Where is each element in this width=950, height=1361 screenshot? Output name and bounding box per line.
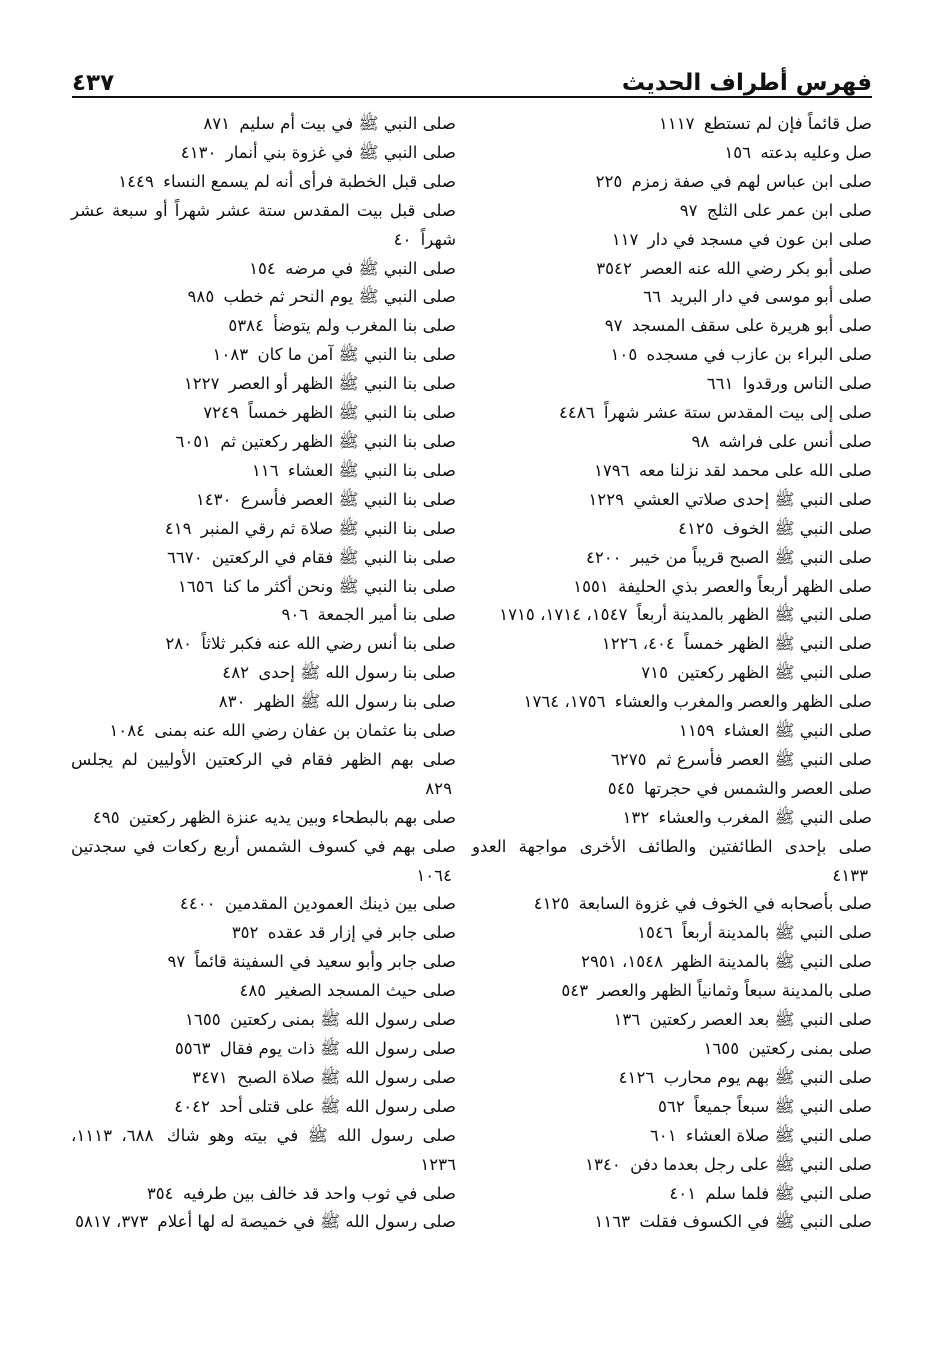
index-entry bbox=[71, 833, 456, 891]
index-entry bbox=[71, 601, 456, 630]
entry-hadith-number: ٤٠٤، ١٢٢٦ bbox=[601, 634, 675, 654]
index-entry bbox=[472, 659, 872, 688]
entry-hadith-number: ٦٠٥١ bbox=[175, 431, 212, 451]
entry-text: صلى بنا رسول الله ﷺ الظهر bbox=[254, 692, 456, 712]
entry-text: صلى إلى بيت المقدس ستة عشر شهراً bbox=[603, 403, 872, 423]
index-entry bbox=[71, 659, 456, 688]
entry-hadith-number: ١٣٦ bbox=[613, 1010, 641, 1030]
entry-text: صلى بنا أنس رضي الله عنه فكبر ثلاثاً bbox=[201, 634, 456, 654]
index-entry bbox=[472, 948, 872, 977]
entry-hadith-number: ١١٦٣ bbox=[594, 1212, 631, 1232]
entry-hadith-number: ٣٥٢ bbox=[231, 923, 259, 943]
entry-text: صلى الظهر أربعاً والعصر بذي الحليفة bbox=[618, 576, 872, 596]
entry-text: صلى النبي ﷺ على رجل بعدما دفن bbox=[630, 1154, 872, 1174]
index-entry bbox=[472, 630, 872, 659]
index-entry bbox=[472, 457, 872, 486]
index-entry bbox=[472, 833, 872, 891]
entry-text: صلى رسول الله ﷺ بمنى ركعتين bbox=[229, 1010, 456, 1030]
entry-text: صلى بأصحابه في الخوف في غزوة السابعة bbox=[578, 894, 872, 914]
entry-hadith-number: ٤٤٨٦ bbox=[558, 403, 595, 423]
entry-text: صلى ابن عمر على الثلج bbox=[706, 200, 872, 220]
entry-hadith-number: ٥٤٥ bbox=[607, 778, 635, 798]
entry-text: صلى بنا أمير الجمعة bbox=[317, 605, 456, 625]
entry-hadith-number: ٩٧ bbox=[167, 952, 186, 972]
index-entry bbox=[472, 717, 872, 746]
entry-text: صلى الناس ورقدوا bbox=[742, 374, 872, 394]
index-entry bbox=[71, 1064, 456, 1093]
entry-hadith-number: ١٣٢ bbox=[622, 807, 650, 827]
index-entry bbox=[472, 139, 872, 168]
entry-hadith-number: ٨٣٠ bbox=[218, 692, 246, 712]
index-entry bbox=[472, 1208, 872, 1237]
index-entry bbox=[472, 1064, 872, 1093]
index-entry bbox=[472, 688, 872, 717]
entry-hadith-number: ١٢٢٩ bbox=[588, 489, 625, 509]
page-header bbox=[72, 52, 872, 96]
entry-text: صلى بهم الظهر فقام في الركعتين الأوليين لم يجلس bbox=[71, 749, 456, 769]
entry-hadith-number: ٦٦ bbox=[643, 287, 661, 307]
entry-hadith-number: ٩٠٦ bbox=[281, 605, 309, 625]
entry-hadith-number: ١٤٤٩ bbox=[118, 171, 154, 191]
entry-text: صلى أنس على فراشه bbox=[718, 431, 872, 451]
entry-hadith-number: ١٥٤٧، ١٧١٤، ١٧١٥ bbox=[499, 605, 628, 625]
entry-text: صلى النبي ﷺ العصر فأسرع ثم bbox=[655, 749, 872, 769]
entry-text: صلى النبي ﷺ فلما سلم bbox=[705, 1183, 872, 1203]
index-entry bbox=[71, 197, 456, 255]
entry-hadith-number: ١١٥٩ bbox=[678, 721, 715, 741]
index-entry bbox=[71, 630, 456, 659]
entry-text: صلى الله على محمد لقد نزلنا معه bbox=[638, 460, 872, 480]
index-entry bbox=[472, 515, 872, 544]
entry-text: صلى رسول الله ﷺ في خميصة له لها أعلام bbox=[157, 1212, 456, 1232]
entry-text: صلى النبي ﷺ صلاة العشاء bbox=[685, 1125, 872, 1145]
index-entry bbox=[71, 255, 456, 284]
index-entry bbox=[472, 1093, 872, 1122]
entry-hadith-number: ٤١٢٥ bbox=[678, 518, 714, 538]
entry-hadith-number: ١١١٧ bbox=[658, 114, 695, 133]
entry-text: صلى النبي ﷺ بهم يوم محارب bbox=[663, 1067, 872, 1087]
index-entry bbox=[71, 1208, 456, 1237]
entry-hadith-number: ٦٦٧٠ bbox=[166, 547, 203, 567]
entry-text: صلى النبي ﷺ العشاء bbox=[723, 721, 872, 741]
entry-hadith-number: ١١٦ bbox=[251, 460, 279, 480]
entry-hadith-number: ٤٤٠٠ bbox=[179, 894, 216, 914]
entry-hadith-number: ١١٧ bbox=[611, 229, 639, 249]
entry-hadith-number: ٦٢٧٥ bbox=[610, 749, 647, 769]
entry-text: صلى النبي ﷺ بعد العصر ركعتين bbox=[649, 1010, 872, 1030]
entry-text: صلى النبي ﷺ بالمدينة أربعاً bbox=[682, 923, 872, 943]
index-column-left bbox=[71, 110, 456, 1237]
entry-text: صلى ابن عون في مسجد في دار bbox=[647, 229, 872, 249]
entry-text: صلى بالمدينة سبعاً وثمانياً الظهر والعصر bbox=[597, 981, 872, 1001]
entry-text: صلى النبي ﷺ في بيت أم سليم bbox=[239, 114, 456, 133]
entry-text: صلى بنا النبي ﷺ العشاء bbox=[287, 460, 456, 480]
entry-hadith-number: ١٠٦٤ bbox=[416, 865, 452, 885]
entry-hadith-number: ٦٠١ bbox=[649, 1125, 677, 1145]
entry-hadith-number: ٣٥٤٢ bbox=[596, 258, 632, 278]
entry-hadith-number: ٩٧ bbox=[679, 200, 698, 220]
index-entry bbox=[472, 370, 872, 399]
entry-hadith-number: ٧١٥ bbox=[641, 663, 668, 683]
entry-text: صلى النبي ﷺ في الكسوف فقلت bbox=[639, 1212, 872, 1232]
entry-hadith-number: ٦٦١ bbox=[706, 374, 734, 394]
entry-hadith-number: ٤٨٢ bbox=[222, 663, 250, 683]
index-entry bbox=[472, 110, 872, 139]
entry-hadith-number: ٩٨ bbox=[691, 431, 710, 451]
entry-text: صلى حيث المسجد الصغير bbox=[275, 981, 456, 1001]
index-entry bbox=[472, 283, 872, 312]
index-entry bbox=[71, 573, 456, 602]
entry-text: صلى بإحدى الطائفتين والطائف الأخرى مواجهة العدو bbox=[472, 836, 872, 856]
entry-hadith-number: ١٧٩٦ bbox=[593, 460, 630, 480]
entry-hadith-number: ١٥٤ bbox=[249, 258, 276, 278]
entry-text: صلى بنا عثمان بن عفان رضي الله عنه بمنى bbox=[154, 721, 456, 741]
entry-text: صلى جابر في إزار قد عقده bbox=[267, 923, 456, 943]
entry-hadith-number: ١٣٤٠ bbox=[585, 1154, 621, 1174]
entry-text: صلى بهم في كسوف الشمس أربع ركعات في سجدتين bbox=[71, 836, 456, 856]
entry-text: صلى أبو هريرة على سقف المسجد bbox=[631, 316, 872, 336]
entry-hadith-number: ٨٢٩ bbox=[425, 778, 452, 798]
entry-hadith-number: ١٧٥٦، ١٧٦٤ bbox=[523, 692, 606, 712]
entry-hadith-number: ١٥٦ bbox=[724, 142, 752, 162]
entry-hadith-number: ٣٧٣، ٥٨١٧ bbox=[75, 1212, 149, 1232]
index-entry bbox=[472, 1035, 872, 1064]
index-entry bbox=[71, 168, 456, 197]
entry-hadith-number: ١٦٥٥ bbox=[703, 1039, 740, 1058]
index-entry bbox=[71, 486, 456, 515]
entry-text: صلى أبو بكر رضي الله عنه العصر bbox=[641, 258, 872, 278]
index-entry bbox=[71, 1093, 456, 1122]
index-entry bbox=[71, 746, 456, 804]
entry-text: صلى بنا رسول الله ﷺ إحدى bbox=[258, 663, 456, 683]
index-entry bbox=[71, 688, 456, 717]
index-entry bbox=[472, 312, 872, 341]
index-column-right bbox=[472, 110, 872, 1237]
entry-text: صلى النبي ﷺ المغرب والعشاء bbox=[658, 807, 872, 827]
entry-hadith-number: ٥٤٣ bbox=[561, 981, 589, 1001]
entry-hadith-number: ٤٠٤٢ bbox=[174, 1096, 210, 1116]
entry-hadith-number: ٤١٣٠ bbox=[180, 142, 217, 162]
index-entry bbox=[472, 486, 872, 515]
entry-hadith-number: ٥٥٦٣ bbox=[174, 1039, 211, 1058]
entry-hadith-number: ٤٨٥ bbox=[239, 981, 267, 1001]
entry-text: صلى قبل بيت المقدس ستة عشر شهراً أو سبعة عشر شهراً bbox=[71, 200, 456, 249]
index-entry bbox=[71, 977, 456, 1006]
entry-text: صلى النبي ﷺ الظهر ركعتين bbox=[677, 663, 872, 683]
index-entry bbox=[71, 139, 456, 168]
entry-hadith-number: ١٢٢٧ bbox=[183, 374, 220, 394]
index-entry bbox=[71, 919, 456, 948]
entry-hadith-number: ٣٤٧١ bbox=[192, 1067, 228, 1087]
index-entry bbox=[71, 515, 456, 544]
entry-hadith-number: ١٦٥٥ bbox=[185, 1010, 221, 1030]
entry-text: صلى بنا النبي ﷺ الظهر ركعتين ثم bbox=[220, 431, 456, 451]
index-entry bbox=[71, 399, 456, 428]
index-entry bbox=[472, 573, 872, 602]
index-entry bbox=[71, 1006, 456, 1035]
entry-text: صلى البراء بن عازب في مسجده bbox=[646, 345, 872, 365]
entry-text: صلى بنا النبي ﷺ فقام في الركعتين bbox=[211, 547, 456, 567]
entry-hadith-number: ٢٨٠ bbox=[165, 634, 193, 654]
entry-text: صلى النبي ﷺ يوم النحر ثم خطب bbox=[223, 287, 456, 307]
entry-hadith-number: ٤١٢٥ bbox=[533, 894, 570, 914]
entry-hadith-number: ٩٨٥ bbox=[187, 287, 215, 307]
page-number: ٤٣٧ bbox=[72, 70, 115, 96]
index-entry bbox=[472, 1006, 872, 1035]
index-entry bbox=[472, 428, 872, 457]
index-entry bbox=[71, 370, 456, 399]
entry-text: صلى بنا النبي ﷺ الظهر أو العصر bbox=[228, 374, 456, 394]
index-entry bbox=[71, 948, 456, 977]
entry-text: صلى العصر والشمس في حجرتها bbox=[643, 778, 872, 798]
index-entry bbox=[71, 1180, 456, 1209]
entry-hadith-number: ٤٢٠٠ bbox=[585, 547, 622, 567]
entry-text: صلى بنا النبي ﷺ ونحن أكثر ما كنا bbox=[222, 576, 456, 596]
index-entry bbox=[472, 977, 872, 1006]
index-entry bbox=[472, 775, 872, 804]
entry-text: صلى بنا النبي ﷺ العصر فأسرع bbox=[240, 489, 456, 509]
entry-text: صلى بهم بالبطحاء وبين يديه عنزة الظهر ركعتين bbox=[128, 807, 456, 827]
entry-hadith-number: ١٦٥٦ bbox=[177, 576, 214, 596]
entry-hadith-number: ٥٦٢ bbox=[658, 1096, 685, 1116]
index-entry bbox=[71, 312, 456, 341]
entry-hadith-number: ٢٢٥ bbox=[595, 171, 623, 191]
entry-hadith-number: ١٥٤٨، ٢٩٥١ bbox=[581, 952, 663, 972]
entry-text: صلى ابن عباس لهم في صفة زمزم bbox=[631, 171, 872, 191]
entry-hadith-number: ٥٣٨٤ bbox=[228, 316, 265, 336]
entry-hadith-number: ٤١٩ bbox=[164, 518, 192, 538]
index-entry bbox=[472, 890, 872, 919]
entry-text: صلى النبي ﷺ الخوف bbox=[723, 518, 872, 538]
index-entry bbox=[472, 746, 872, 775]
index-entry bbox=[71, 283, 456, 312]
index-entry bbox=[472, 804, 872, 833]
index-entry bbox=[71, 457, 456, 486]
index-entry bbox=[71, 110, 456, 139]
entry-text: صلى رسول الله ﷺ صلاة الصبح bbox=[237, 1067, 456, 1087]
entry-hadith-number: ١٤٣٠ bbox=[195, 489, 232, 509]
entry-text: صلى بنا النبي ﷺ الظهر خمساً bbox=[248, 403, 456, 423]
entry-text: صلى النبي ﷺ بالمدينة الظهر bbox=[672, 952, 872, 972]
index-entry bbox=[472, 255, 872, 284]
index-entry bbox=[472, 226, 872, 255]
index-entry bbox=[472, 601, 872, 630]
index-entry bbox=[472, 1180, 872, 1209]
index-entry bbox=[472, 1122, 872, 1151]
entry-hadith-number: ١٥٥١ bbox=[573, 576, 609, 596]
entry-text: صلى بمنى ركعتين bbox=[748, 1039, 872, 1058]
entry-hadith-number: ٤٩٥ bbox=[92, 807, 120, 827]
entry-text: صلى بين ذينك العمودين المقدمين bbox=[224, 894, 456, 914]
entry-text: صلى الظهر والعصر والمغرب والعشاء bbox=[614, 692, 872, 712]
index-entry bbox=[71, 890, 456, 919]
entry-text: صلى جابر وأبو سعيد في السفينة قائماً bbox=[194, 952, 456, 972]
entry-hadith-number: ٧٢٤٩ bbox=[203, 403, 239, 423]
index-entry bbox=[472, 1151, 872, 1180]
entry-text: صلى النبي ﷺ إحدى صلاتي العشي bbox=[633, 489, 872, 509]
entry-hadith-number: ٤٠ bbox=[393, 229, 412, 249]
entry-text: صلى رسول الله ﷺ في بيته وهو شاك bbox=[166, 1125, 456, 1145]
index-entry bbox=[472, 197, 872, 226]
entry-hadith-number: ١٠٥ bbox=[610, 345, 638, 365]
index-entry bbox=[472, 544, 872, 573]
entry-hadith-number: ١٥٤٦ bbox=[637, 923, 673, 943]
index-entry bbox=[472, 919, 872, 948]
entry-text: صلى بنا المغرب ولم يتوضأ bbox=[273, 316, 456, 336]
entry-text: صلى النبي ﷺ في مرضه bbox=[285, 258, 456, 278]
index-entry bbox=[71, 1035, 456, 1064]
entry-text: صلى بنا النبي ﷺ صلاة ثم رقي المنبر bbox=[200, 518, 456, 538]
entry-text: صلى رسول الله ﷺ على قتلى أحد bbox=[219, 1096, 456, 1116]
entry-text: صل وعليه بدعته bbox=[760, 142, 872, 162]
entry-text: صلى النبي ﷺ في غزوة بني أنمار bbox=[225, 142, 456, 162]
entry-hadith-number: ٤١٣٣ bbox=[832, 865, 868, 885]
index-entry bbox=[71, 1122, 456, 1180]
entry-text: صلى بنا النبي ﷺ آمن ما كان bbox=[257, 345, 456, 365]
entry-hadith-number: ١٠٨٤ bbox=[109, 721, 146, 741]
entry-text: صلى في ثوب واحد قد خالف بين طرفيه bbox=[182, 1183, 456, 1203]
header-rule bbox=[72, 96, 872, 98]
entry-text: صلى أبو موسى في دار البريد bbox=[670, 287, 872, 307]
entry-hadith-number: ٤١٢٦ bbox=[618, 1067, 655, 1087]
index-entry bbox=[71, 544, 456, 573]
page-title: فهرس أطراف الحديث bbox=[621, 70, 872, 96]
entry-text: صلى النبي ﷺ الصبح قريباً من خيبر bbox=[630, 547, 872, 567]
index-entry bbox=[472, 168, 872, 197]
entry-hadith-number: ٤٠١ bbox=[669, 1183, 697, 1203]
index-entry bbox=[472, 399, 872, 428]
entry-hadith-number: ٣٥٤ bbox=[146, 1183, 174, 1203]
entry-text: صلى النبي ﷺ الظهر خمساً bbox=[684, 634, 872, 654]
entry-text: صلى قبل الخطبة فرأى أنه لم يسمع النساء bbox=[163, 171, 456, 191]
entry-hadith-number: ٨٧١ bbox=[203, 114, 231, 133]
entry-text: صلى النبي ﷺ سبعاً جميعاً bbox=[694, 1096, 872, 1116]
index-entry bbox=[71, 804, 456, 833]
entry-hadith-number: ١٠٨٣ bbox=[212, 345, 249, 365]
entry-text: صل قائماً فإن لم تستطع bbox=[703, 114, 872, 133]
index-entry bbox=[71, 341, 456, 370]
entry-hadith-number: ٦٨٨، ١١١٣، ١٢٣٦ bbox=[71, 1125, 456, 1174]
index-entry bbox=[472, 341, 872, 370]
index-entry bbox=[71, 428, 456, 457]
entry-text: صلى رسول الله ﷺ ذات يوم فقال bbox=[219, 1039, 456, 1058]
entry-text: صلى النبي ﷺ الظهر بالمدينة أربعاً bbox=[636, 605, 872, 625]
entry-hadith-number: ٩٧ bbox=[604, 316, 623, 336]
index-entry bbox=[71, 717, 456, 746]
